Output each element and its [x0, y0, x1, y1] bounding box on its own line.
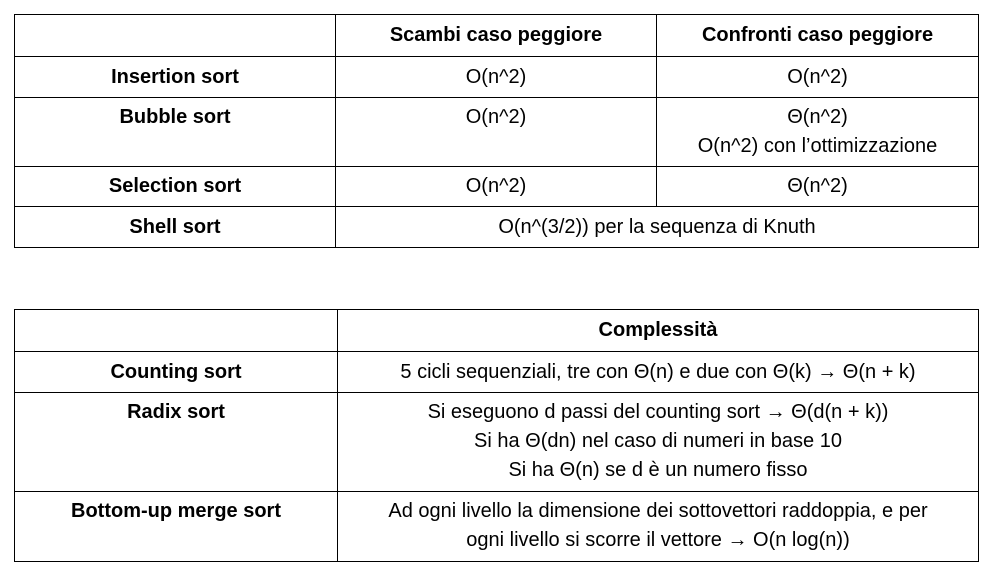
complexity-table [14, 309, 979, 562]
table-row [15, 492, 979, 562]
comparisons-line: O(n^2) con l’ottimizzazione [697, 135, 938, 157]
complexity-line: Ad ogni livello la dimensione dei sottovettori raddoppia, e per [388, 500, 928, 522]
row-label: Shell sort [15, 207, 336, 248]
complexity-line: Si ha Θ(dn) nel caso di numeri in base 10 [474, 430, 842, 452]
complexity-line: Si ha Θ(n) se d è un numero fisso [508, 459, 808, 481]
row-label: Selection sort [15, 167, 336, 207]
comparisons-cell [657, 98, 979, 167]
header-swaps: Scambi caso peggiore [336, 15, 657, 57]
row-label: Radix sort [15, 393, 338, 492]
comparisons-cell [657, 57, 979, 98]
row-label: Insertion sort [15, 57, 336, 98]
row-label: Counting sort [15, 352, 338, 393]
worst-case-sort-table [14, 14, 979, 248]
complexity-cell [338, 393, 979, 492]
header-complexity: Complessità [338, 310, 979, 352]
swaps-cell: O(n^2) [336, 98, 657, 167]
table-header-row [15, 15, 979, 57]
row-label: Bottom-up merge sort [15, 492, 338, 562]
header-comparisons: Confronti caso peggiore [657, 15, 979, 57]
complexity-line: 5 cicli sequenziali, tre con Θ(n) e due con Θ(k) → Θ(n + k) [400, 360, 916, 383]
row-label: Bubble sort [15, 98, 336, 167]
table-row [15, 207, 979, 248]
table-row [15, 393, 979, 492]
complexity-line: ogni livello si scorre il vettore → O(n log(n)) [466, 529, 850, 551]
table-row [15, 167, 979, 207]
comparisons-line: Θ(n^2) [787, 175, 848, 197]
table-row [15, 352, 979, 393]
comparisons-line: O(n^2) [787, 65, 848, 88]
table-header-row [15, 310, 979, 352]
swaps-cell: O(n^2) [336, 167, 657, 207]
complexity-cell [338, 492, 979, 562]
swaps-cell: O(n^2) [336, 57, 657, 98]
comparisons-cell [657, 167, 979, 207]
complexity-cell [338, 352, 979, 393]
complexity-line: Si eseguono d passi del counting sort → Θ(d(n + k)) [427, 401, 889, 423]
merged-cell: O(n^(3/2)) per la sequenza di Knuth [336, 207, 979, 248]
comparisons-line: Θ(n^2) [787, 106, 848, 128]
header-empty-cell [15, 310, 338, 352]
header-empty-cell [15, 15, 336, 57]
table-row [15, 57, 979, 98]
table-row [15, 98, 979, 167]
